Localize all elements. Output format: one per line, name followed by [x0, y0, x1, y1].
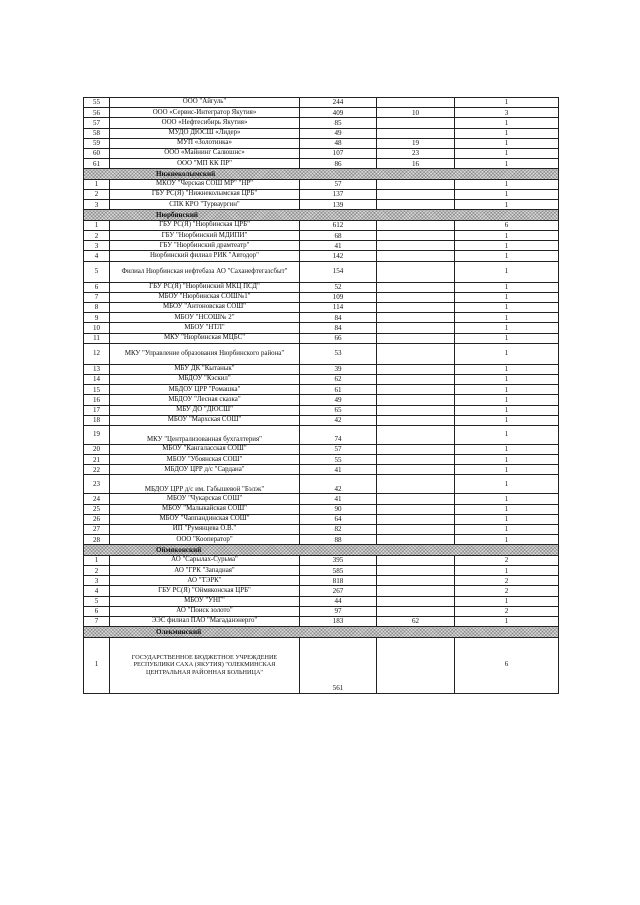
value-c-cell: 1 — [455, 98, 559, 108]
value-b-cell — [377, 455, 455, 465]
value-b-cell — [377, 475, 455, 494]
table-row — [84, 148, 559, 158]
organization-name-cell: МБОУ "Мархская СОШ" — [110, 415, 300, 425]
section-header-row — [84, 210, 559, 221]
organization-name-cell: МУП «Золотинка» — [110, 138, 300, 148]
value-c-cell: 1 — [455, 617, 559, 627]
table-row — [84, 455, 559, 465]
table-row — [84, 425, 559, 444]
organization-name-cell: МКОУ "Черская СОШ МР" "НР" — [110, 179, 300, 189]
value-c-cell: 1 — [455, 444, 559, 454]
table-row — [84, 596, 559, 606]
value-b-cell — [377, 395, 455, 405]
organization-name-cell: МБОУ "Кангаласская СОШ" — [110, 444, 300, 454]
value-a-cell: 55 — [300, 455, 377, 465]
value-b-cell — [377, 586, 455, 596]
value-b-cell: 16 — [377, 159, 455, 169]
row-number-cell: 61 — [84, 159, 110, 169]
value-c-cell: 1 — [455, 159, 559, 169]
value-c-cell: 1 — [455, 179, 559, 189]
organization-name-cell: МБОУ "УНГ" — [110, 596, 300, 606]
organization-name-cell: МБДОУ "Кэскил" — [110, 374, 300, 384]
value-a-cell: 49 — [300, 128, 377, 138]
row-number-cell: 7 — [84, 292, 110, 302]
row-number-cell: 24 — [84, 494, 110, 504]
value-a-cell: 84 — [300, 313, 377, 323]
value-a-cell: 244 — [300, 98, 377, 108]
organization-name-cell: МБОУ "Нюрбинская СОШ№1" — [110, 292, 300, 302]
organization-name-cell: МБДОУ "Лесная сказка" — [110, 395, 300, 405]
value-a-cell: 90 — [300, 504, 377, 514]
value-a-cell: 183 — [300, 617, 377, 627]
row-number-cell: 22 — [84, 465, 110, 475]
table-row — [84, 586, 559, 596]
row-number-cell: 27 — [84, 525, 110, 535]
value-c-cell: 1 — [455, 261, 559, 282]
row-number-cell: 15 — [84, 385, 110, 395]
value-a-cell: 66 — [300, 333, 377, 343]
table-row — [84, 555, 559, 565]
table-row — [84, 385, 559, 395]
row-number-cell: 1 — [84, 637, 110, 693]
value-a-cell: 52 — [300, 282, 377, 292]
value-b-cell — [377, 364, 455, 374]
value-b-cell — [377, 566, 455, 576]
value-b-cell — [377, 220, 455, 230]
row-number-cell: 4 — [84, 586, 110, 596]
organization-name-cell: ГБУ "Нюрбинский МДИПИ" — [110, 231, 300, 241]
organization-name-cell: МКУ "Управление образования Нюрбинского района" — [110, 343, 300, 364]
organization-name-cell: МБОУ "НТЛ" — [110, 323, 300, 333]
value-a-cell: 68 — [300, 231, 377, 241]
value-a-cell: 74 — [300, 425, 377, 444]
value-a-cell: 154 — [300, 261, 377, 282]
value-b-cell — [377, 444, 455, 454]
table-row — [84, 179, 559, 189]
value-c-cell: 1 — [455, 455, 559, 465]
table-row — [84, 465, 559, 475]
table-row — [84, 200, 559, 210]
table-row — [84, 617, 559, 627]
table-row — [84, 323, 559, 333]
value-b-cell — [377, 494, 455, 504]
value-c-cell: 1 — [455, 364, 559, 374]
organization-name-cell: ООО "Кооператор" — [110, 535, 300, 545]
table-row — [84, 504, 559, 514]
value-c-cell: 1 — [455, 596, 559, 606]
organization-name-cell: ООО «Сервис-Интегратор Якутия» — [110, 108, 300, 118]
organization-name-cell: МБДОУ ЦРР д/с им. Габышевой "Бэлэк" — [110, 475, 300, 494]
organization-name-cell: СПК КРО "Турваургин" — [110, 200, 300, 210]
row-number-cell: 13 — [84, 364, 110, 374]
table-row — [84, 566, 559, 576]
table-row — [84, 251, 559, 261]
organization-name-cell: ГОСУДАРСТВЕННОЕ БЮДЖЕТНОЕ УЧРЕЖДЕНИЕ РЕСПУБЛИКИ САХА (ЯКУТИЯ) "ОЛЕКМИНСКАЯ ЦЕНТРАЛЬНАЯ РАЙОННАЯ БОЛЬНИЦА" — [110, 637, 300, 693]
value-a-cell: 97 — [300, 606, 377, 616]
row-number-cell: 20 — [84, 444, 110, 454]
organization-name-cell: МБУ ДК "Кытанык" — [110, 364, 300, 374]
row-number-cell: 55 — [84, 98, 110, 108]
row-number-cell: 11 — [84, 333, 110, 343]
section-title: Оймяконский — [84, 545, 559, 556]
value-a-cell: 114 — [300, 303, 377, 313]
value-a-cell: 49 — [300, 395, 377, 405]
value-c-cell: 2 — [455, 576, 559, 586]
value-c-cell: 1 — [455, 525, 559, 535]
value-b-cell — [377, 323, 455, 333]
section-title: Олекминский — [84, 627, 559, 638]
value-a-cell: 395 — [300, 555, 377, 565]
value-b-cell — [377, 425, 455, 444]
table-row — [84, 108, 559, 118]
table-row — [84, 514, 559, 524]
value-b-cell — [377, 576, 455, 586]
table-row — [84, 231, 559, 241]
table-row — [84, 475, 559, 494]
row-number-cell: 4 — [84, 251, 110, 261]
value-b-cell — [377, 231, 455, 241]
row-number-cell: 6 — [84, 606, 110, 616]
row-number-cell: 14 — [84, 374, 110, 384]
value-b-cell — [377, 303, 455, 313]
table-row — [84, 303, 559, 313]
row-number-cell: 18 — [84, 415, 110, 425]
organization-name-cell: МБОУ "Малыкайская СОШ" — [110, 504, 300, 514]
row-number-cell: 59 — [84, 138, 110, 148]
value-b-cell: 19 — [377, 138, 455, 148]
row-number-cell: 1 — [84, 179, 110, 189]
section-header-row — [84, 545, 559, 556]
value-a-cell: 139 — [300, 200, 377, 210]
organization-name-cell: МУДО ДЮСШ «Лидер» — [110, 128, 300, 138]
organization-name-cell: МКУ "Централизованная бухгалтерия" — [110, 425, 300, 444]
organization-name-cell: ГБУ РС(Я) "Оймяконская ЦРБ" — [110, 586, 300, 596]
table-row — [84, 241, 559, 251]
row-number-cell: 10 — [84, 323, 110, 333]
table-row — [84, 343, 559, 364]
value-c-cell: 1 — [455, 343, 559, 364]
organization-name-cell: ИП "Румянцева О.В." — [110, 525, 300, 535]
value-b-cell — [377, 596, 455, 606]
table-row — [84, 282, 559, 292]
value-c-cell: 6 — [455, 637, 559, 693]
organization-name-cell: АО "Поиск золото" — [110, 606, 300, 616]
value-a-cell: 42 — [300, 475, 377, 494]
organization-name-cell: ГБУ РС(Я) "Нижнеколымская ЦРБ" — [110, 190, 300, 200]
table-row — [84, 364, 559, 374]
table-row — [84, 313, 559, 323]
organization-name-cell: ООО "МП КК ПР" — [110, 159, 300, 169]
value-c-cell: 1 — [455, 138, 559, 148]
row-number-cell: 2 — [84, 566, 110, 576]
value-c-cell: 2 — [455, 606, 559, 616]
row-number-cell: 9 — [84, 313, 110, 323]
row-number-cell: 12 — [84, 343, 110, 364]
value-b-cell — [377, 343, 455, 364]
value-b-cell — [377, 292, 455, 302]
table-row — [84, 159, 559, 169]
organization-name-cell: Филиал Нюрбинская нефтебаза АО "Саханефтегазсбыт" — [110, 261, 300, 282]
organization-name-cell: МБОУ "Чаппандинская СОШ" — [110, 514, 300, 524]
organization-name-cell: АО "Сарылах-Сурьма" — [110, 555, 300, 565]
row-number-cell: 28 — [84, 535, 110, 545]
organization-name-cell: АО "ТЭРК" — [110, 576, 300, 586]
value-a-cell: 41 — [300, 465, 377, 475]
organization-name-cell: ООО «Майнинг Салюшнс» — [110, 148, 300, 158]
value-b-cell — [377, 128, 455, 138]
value-a-cell: 57 — [300, 179, 377, 189]
value-a-cell: 107 — [300, 148, 377, 158]
value-b-cell — [377, 555, 455, 565]
value-b-cell — [377, 241, 455, 251]
table-row — [84, 333, 559, 343]
value-c-cell: 1 — [455, 323, 559, 333]
value-b-cell — [377, 179, 455, 189]
value-c-cell: 1 — [455, 514, 559, 524]
value-a-cell: 62 — [300, 374, 377, 384]
value-c-cell: 3 — [455, 108, 559, 118]
row-number-cell: 3 — [84, 241, 110, 251]
row-number-cell: 7 — [84, 617, 110, 627]
value-a-cell: 53 — [300, 343, 377, 364]
organization-name-cell: ЭЭС филиал ПАО "Магаданэнерго" — [110, 617, 300, 627]
row-number-cell: 5 — [84, 596, 110, 606]
value-b-cell — [377, 190, 455, 200]
table-row — [84, 261, 559, 282]
value-a-cell: 82 — [300, 525, 377, 535]
organization-name-cell: МБДОУ ЦРР д/с "Сардана" — [110, 465, 300, 475]
value-a-cell: 44 — [300, 596, 377, 606]
value-b-cell — [377, 333, 455, 343]
value-b-cell — [377, 118, 455, 128]
value-c-cell: 2 — [455, 586, 559, 596]
table-row — [84, 138, 559, 148]
table-row — [84, 576, 559, 586]
organization-name-cell: АО "ГРК "Западная" — [110, 566, 300, 576]
value-c-cell: 1 — [455, 292, 559, 302]
value-b-cell — [377, 525, 455, 535]
value-b-cell — [377, 261, 455, 282]
value-b-cell — [377, 313, 455, 323]
organization-name-cell: МБОУ "Антоновская СОШ" — [110, 303, 300, 313]
organization-name-cell: ГБУ РС(Я) "Нюрбинская ЦРБ" — [110, 220, 300, 230]
value-b-cell — [377, 535, 455, 545]
table-row — [84, 535, 559, 545]
value-a-cell: 48 — [300, 138, 377, 148]
value-c-cell: 1 — [455, 190, 559, 200]
value-c-cell: 1 — [455, 395, 559, 405]
value-a-cell: 86 — [300, 159, 377, 169]
value-c-cell: 1 — [455, 475, 559, 494]
value-b-cell — [377, 504, 455, 514]
value-a-cell: 409 — [300, 108, 377, 118]
value-a-cell: 137 — [300, 190, 377, 200]
value-c-cell: 1 — [455, 374, 559, 384]
value-a-cell: 142 — [300, 251, 377, 261]
value-b-cell: 23 — [377, 148, 455, 158]
value-c-cell: 1 — [455, 333, 559, 343]
table-row — [84, 415, 559, 425]
value-a-cell: 818 — [300, 576, 377, 586]
organization-name-cell: МБОУ "НСОШ№ 2" — [110, 313, 300, 323]
table-row — [84, 606, 559, 616]
row-number-cell: 8 — [84, 303, 110, 313]
row-number-cell: 23 — [84, 475, 110, 494]
value-c-cell: 1 — [455, 241, 559, 251]
value-b-cell — [377, 282, 455, 292]
value-c-cell: 1 — [455, 385, 559, 395]
value-a-cell: 42 — [300, 415, 377, 425]
value-c-cell: 1 — [455, 251, 559, 261]
value-a-cell: 585 — [300, 566, 377, 576]
value-c-cell: 1 — [455, 282, 559, 292]
value-c-cell: 1 — [455, 313, 559, 323]
row-number-cell: 58 — [84, 128, 110, 138]
value-b-cell — [377, 465, 455, 475]
table-row — [84, 118, 559, 128]
value-b-cell — [377, 405, 455, 415]
table-row — [84, 525, 559, 535]
table-row — [84, 292, 559, 302]
row-number-cell: 5 — [84, 261, 110, 282]
row-number-cell: 1 — [84, 555, 110, 565]
organization-name-cell: МБОУ "Чукарская СОШ" — [110, 494, 300, 504]
row-number-cell: 1 — [84, 220, 110, 230]
row-number-cell: 21 — [84, 455, 110, 465]
value-b-cell — [377, 415, 455, 425]
value-b-cell: 62 — [377, 617, 455, 627]
value-a-cell: 39 — [300, 364, 377, 374]
value-c-cell: 1 — [455, 231, 559, 241]
table-row — [84, 98, 559, 108]
value-a-cell: 84 — [300, 323, 377, 333]
table-row — [84, 395, 559, 405]
value-b-cell — [377, 606, 455, 616]
row-number-cell: 6 — [84, 282, 110, 292]
organization-name-cell: МБОУ "Убоянская СОШ" — [110, 455, 300, 465]
value-a-cell: 561 — [300, 637, 377, 693]
organization-name-cell: МКУ "Нюрбинская МЦБС" — [110, 333, 300, 343]
value-c-cell: 6 — [455, 220, 559, 230]
row-number-cell: 16 — [84, 395, 110, 405]
value-b-cell — [377, 251, 455, 261]
value-a-cell: 41 — [300, 241, 377, 251]
value-c-cell: 1 — [455, 566, 559, 576]
organization-name-cell: ГБУ "Нюрбинский драмтеатр" — [110, 241, 300, 251]
table-row — [84, 494, 559, 504]
section-header-row — [84, 169, 559, 180]
value-c-cell: 1 — [455, 405, 559, 415]
row-number-cell: 3 — [84, 200, 110, 210]
table-row — [84, 405, 559, 415]
value-c-cell: 1 — [455, 128, 559, 138]
value-b-cell — [377, 98, 455, 108]
value-a-cell: 612 — [300, 220, 377, 230]
value-b-cell — [377, 637, 455, 693]
value-c-cell: 1 — [455, 465, 559, 475]
value-c-cell: 1 — [455, 415, 559, 425]
table-row — [84, 374, 559, 384]
table-row — [84, 190, 559, 200]
value-c-cell: 1 — [455, 504, 559, 514]
section-title: Нижнеколымский — [84, 169, 559, 180]
organization-name-cell: МБУ ДО "ДЮСШ" — [110, 405, 300, 415]
organization-name-cell: ООО "Айгуль" — [110, 98, 300, 108]
section-header-row — [84, 627, 559, 638]
value-b-cell — [377, 514, 455, 524]
row-number-cell: 3 — [84, 576, 110, 586]
table-row — [84, 444, 559, 454]
value-a-cell: 57 — [300, 444, 377, 454]
value-a-cell: 65 — [300, 405, 377, 415]
value-c-cell: 1 — [455, 535, 559, 545]
value-c-cell: 1 — [455, 303, 559, 313]
row-number-cell: 56 — [84, 108, 110, 118]
value-b-cell — [377, 374, 455, 384]
row-number-cell: 26 — [84, 514, 110, 524]
row-number-cell: 19 — [84, 425, 110, 444]
document-table — [83, 97, 559, 694]
value-c-cell: 2 — [455, 555, 559, 565]
value-a-cell: 109 — [300, 292, 377, 302]
row-number-cell: 17 — [84, 405, 110, 415]
value-c-cell: 1 — [455, 494, 559, 504]
value-a-cell: 61 — [300, 385, 377, 395]
table-row — [84, 637, 559, 693]
value-c-cell: 1 — [455, 425, 559, 444]
table-row — [84, 220, 559, 230]
value-a-cell: 85 — [300, 118, 377, 128]
value-a-cell: 41 — [300, 494, 377, 504]
row-number-cell: 57 — [84, 118, 110, 128]
value-b-cell — [377, 200, 455, 210]
value-a-cell: 267 — [300, 586, 377, 596]
value-a-cell: 64 — [300, 514, 377, 524]
table-row — [84, 128, 559, 138]
value-a-cell: 88 — [300, 535, 377, 545]
row-number-cell: 25 — [84, 504, 110, 514]
organization-name-cell: Нюрбинский филиал РИК "Автодор" — [110, 251, 300, 261]
value-b-cell — [377, 385, 455, 395]
value-c-cell: 1 — [455, 200, 559, 210]
organization-name-cell: ГБУ РС(Я) "Нюрбинский МКЦ ПСД" — [110, 282, 300, 292]
organization-name-cell: ООО «Нефтесибирь Якутия» — [110, 118, 300, 128]
row-number-cell: 60 — [84, 148, 110, 158]
row-number-cell: 2 — [84, 231, 110, 241]
value-b-cell: 10 — [377, 108, 455, 118]
organization-name-cell: МБДОУ ЦРР "Ромашка" — [110, 385, 300, 395]
value-c-cell: 1 — [455, 148, 559, 158]
section-title: Нюрбинский — [84, 210, 559, 221]
value-c-cell: 1 — [455, 118, 559, 128]
row-number-cell: 2 — [84, 190, 110, 200]
